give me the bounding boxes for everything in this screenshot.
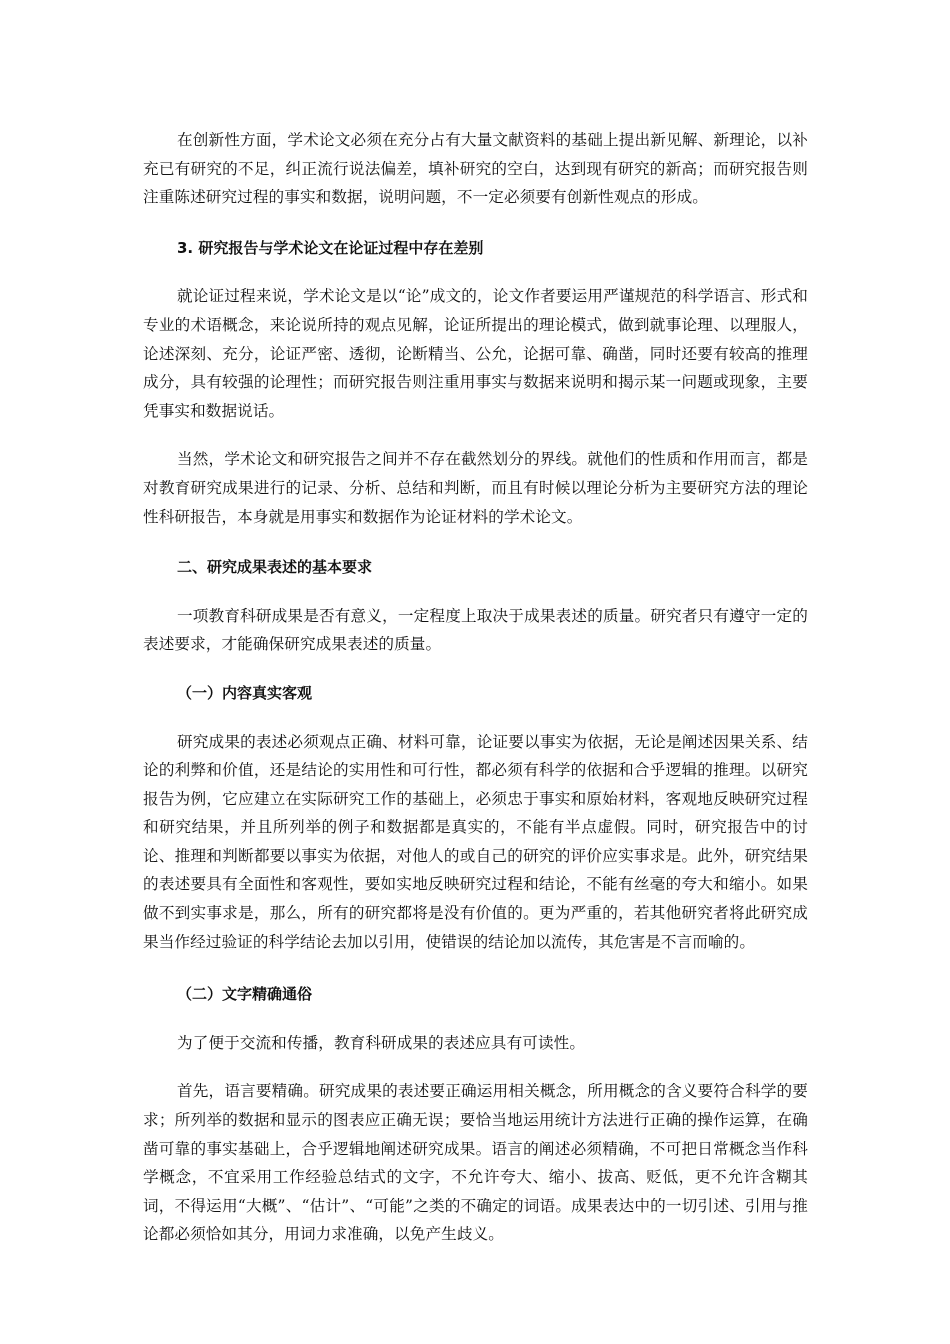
- paragraph-quality: 一项教育科研成果是否有意义，一定程度上取决于成果表述的质量。研究者只有遵守一定的表述要求，才能确保研究成果表述的质量。: [143, 606, 808, 654]
- paragraph-objectivity: 研究成果的表述必须观点正确、材料可靠，论证要以事实为依据，无论是阐述因果关系、结论的利弊和价值，还是结论的实用性和可行性，都必须有科学的依据和合乎逻辑的推理。以研究报告为例，它应建立在实际研究工作的基础上，必须忠于事实和原始材料，客观地反映研究过程和研究结果，并且所列举的例子和数据都是真实的，不能有半点虚假。同时，研究报告中的讨论、推理和判断都要以事实为依据，对他人的或自己的研究的评价应实事求是。此外，研究结果的表述要具有全面性和客观性，要如实地反映研究过程和结论，不能有丝毫的夸大和缩小。如果做不到实事求是，那么，所有的研究都将是没有价值的。更为严重的，若其他研究者将此研究成果当作经过验证的科学结论去加以引用，使错误的结论加以流传，其危害是不言而喻的。: [143, 732, 808, 951]
- subheading-content-true: （一）内容真实客观: [177, 683, 313, 702]
- subheading-language-precise: （二）文字精确通俗: [177, 985, 313, 1004]
- document-page: [143, 126, 808, 1249]
- section-heading-requirements: 二、研究成果表述的基本要求: [177, 558, 373, 577]
- paragraph-innovation: 在创新性方面，学术论文必须在充分占有大量文献资料的基础上提出新见解、新理论，以补充已有研究的不足，纠正流行说法偏差，填补研究的空白，达到现有研究的新高；而研究报告则注重陈述研究过程的事实和数据，说明问题，不一定必须要有创新性观点的形成。: [143, 131, 808, 207]
- paragraph-boundary: 当然，学术论文和研究报告之间并不存在截然划分的界线。就他们的性质和作用而言，都是对教育研究成果进行的记录、分析、总结和判断，而且有时候以理论分析为主要研究方法的理论性科研报告，本身就是用事实和数据作为论证材料的学术论文。: [143, 450, 808, 526]
- paragraph-language-precision: 首先，语言要精确。研究成果的表述要正确运用相关概念，所用概念的含义要符合科学的要求；所列举的数据和显示的图表应正确无误；要恰当地运用统计方法进行正确的操作运算，在确凿可靠的事实基础上，合乎逻辑地阐述研究成果。语言的阐述必须精确，不可把日常概念当作科学概念，不宜采用工作经验总结式的文字，不允许夸大、缩小、拔高、贬低，更不允许含糊其词，不得运用“大概”、“估计”、“可能”之类的不确定的词语。成果表达中的一切引述、引用与推论都必须恰如其分，用词力求准确，以免产生歧义。: [143, 1082, 808, 1244]
- section-heading-3: 3. 研究报告与学术论文在论证过程中存在差别: [177, 238, 484, 257]
- paragraph-readability: 为了便于交流和传播，教育科研成果的表述应具有可读性。: [177, 1033, 586, 1052]
- paragraph-argumentation: 就论证过程来说，学术论文是以“论”成文的，论文作者要运用严谨规范的科学语言、形式和专业的术语概念，来论说所持的观点见解，论证所提出的理论模式，做到就事论理、以理服人，论述深刻、充分，论证严密、透彻，论断精当、公允，论据可靠、确凿，同时还要有较高的推理成分，具有较强的论理性；而研究报告则注重用事实与数据来说明和揭示某一问题或现象，主要凭事实和数据说话。: [143, 287, 808, 420]
